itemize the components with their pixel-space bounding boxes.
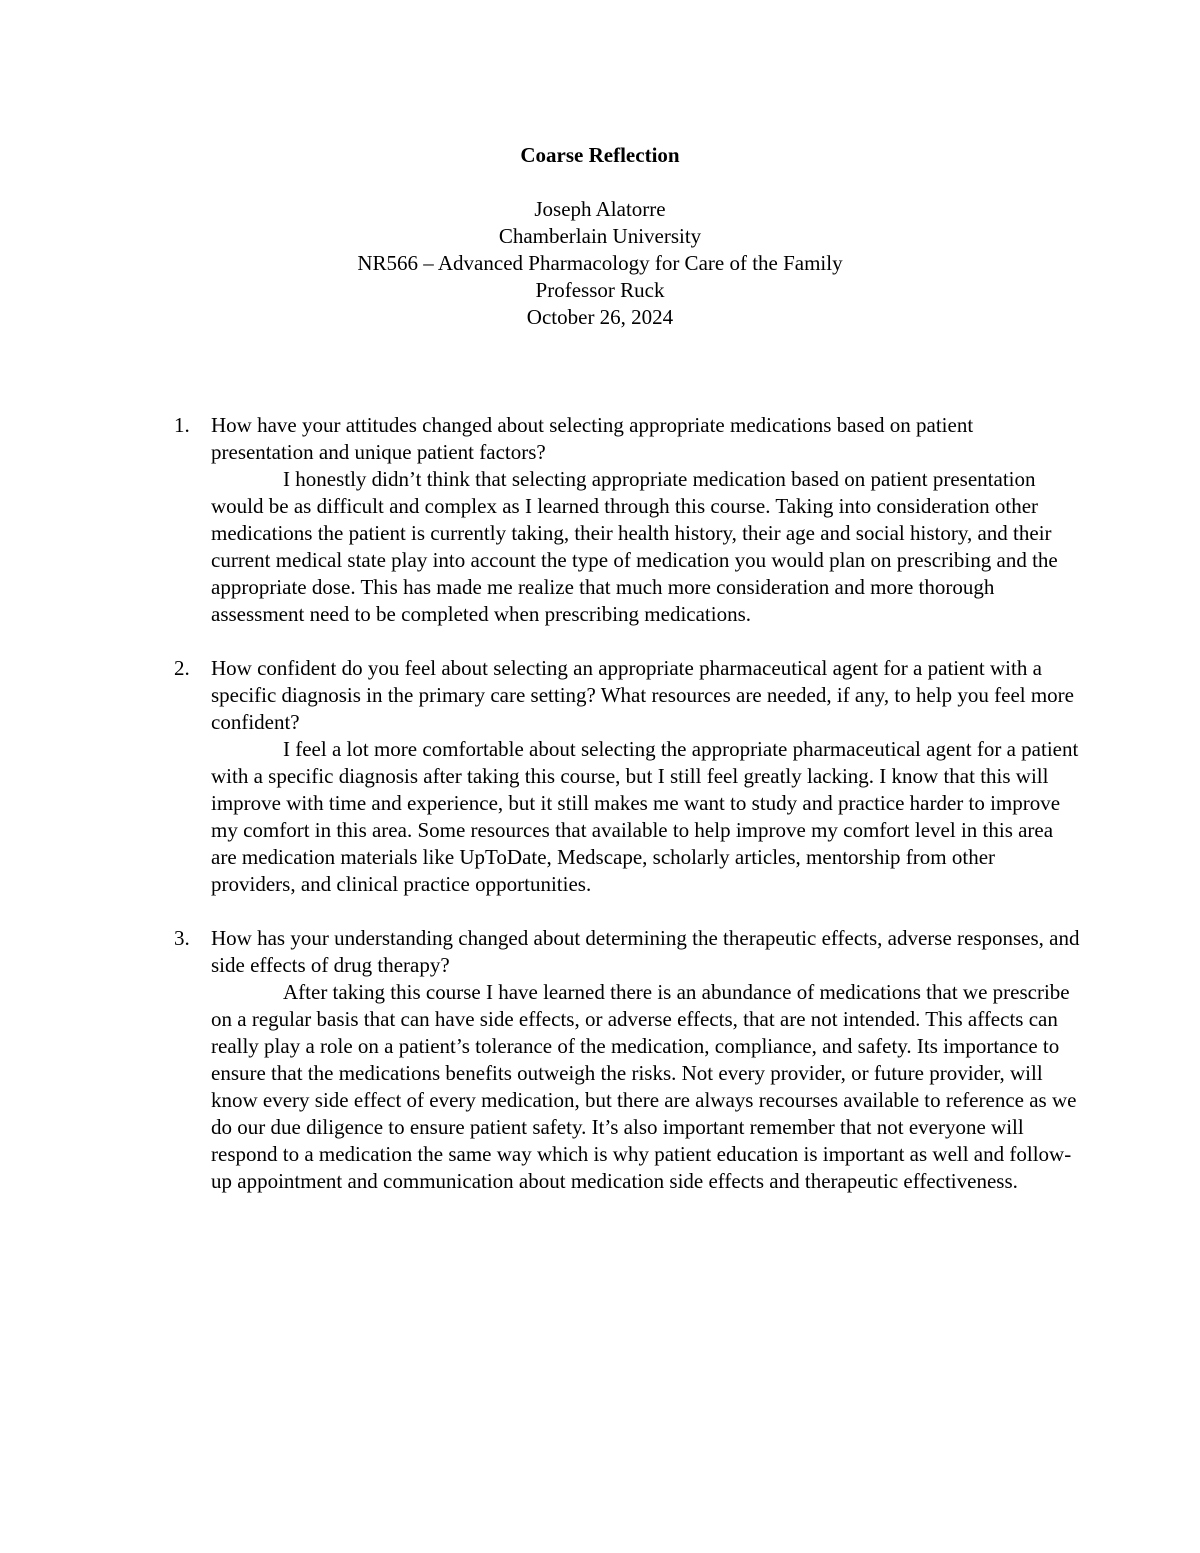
question-prompt: How have your attitudes changed about selecting appropriate medications based on patient presentation and unique patient factors? xyxy=(211,413,974,464)
question-number: 1. xyxy=(174,413,190,437)
question-number: 3. xyxy=(174,926,190,950)
question-body xyxy=(211,925,1081,1195)
question-prompt: How has your understanding changed about determining the therapeutic effects, adverse responses, and side effects of drug therapy? xyxy=(211,926,1080,977)
author-name: Joseph Alatorre xyxy=(534,197,666,221)
question-item-3 xyxy=(0,925,1200,1195)
document-date: October 26, 2024 xyxy=(526,305,674,329)
question-answer: I honestly didn’t think that selecting appropriate medication based on patient presentation would be as difficult and complex as I learned through this course. Taking into consideration other medications the patient is currently taking, their health history, their age and social history, and their current medical state play into account the type of medication you would plan on prescribing and the appropriate dose. This has made me realize that much more consideration and more thorough assessment need to be completed when prescribing medications. xyxy=(211,467,1058,626)
question-prompt: How confident do you feel about selecting an appropriate pharmaceutical agent for a patient with a specific diagnosis in the primary care setting? What resources are needed, if any, to help you feel more confident? xyxy=(211,656,1074,734)
question-item-2 xyxy=(0,655,1200,898)
document-title: Coarse Reflection xyxy=(520,143,680,167)
question-answer: I feel a lot more comfortable about selecting the appropriate pharmaceutical agent for a patient with a specific diagnosis after taking this course, but I still feel greatly lacking. I know that this will improve with time and experience, but it still makes me want to study and practice harder to improve my comfort in this area. Some resources that available to help improve my comfort level in this area are medication materials like UpToDate, Medscape, scholarly articles, mentorship from other providers, and clinical practice opportunities. xyxy=(211,737,1079,896)
question-item-1 xyxy=(0,412,1200,628)
question-list xyxy=(0,412,1200,1222)
question-body xyxy=(211,412,1081,628)
institution-name: Chamberlain University xyxy=(498,224,702,248)
question-answer: After taking this course I have learned there is an abundance of medications that we prescribe on a regular basis that can have side effects, or adverse effects, that are not intended. This affects can really play a role on a patient’s tolerance of the medication, compliance, and safety. Its importance to ensure that the medications benefits outweigh the risks. Not every provider, or future provider, will know every side effect of every medication, but there are always recourses available to reference as we do our due diligence to ensure patient safety. It’s also important remember that not everyone will respond to a medication the same way which is why patient education is important as well and follow-up appointment and communication about medication side effects and therapeutic effectiveness. xyxy=(211,980,1077,1193)
title-page-header xyxy=(0,196,1200,331)
question-body xyxy=(211,655,1081,898)
instructor-name: Professor Ruck xyxy=(535,278,665,302)
course-name: NR566 – Advanced Pharmacology for Care of the Family xyxy=(357,251,843,275)
question-number: 2. xyxy=(174,656,190,680)
